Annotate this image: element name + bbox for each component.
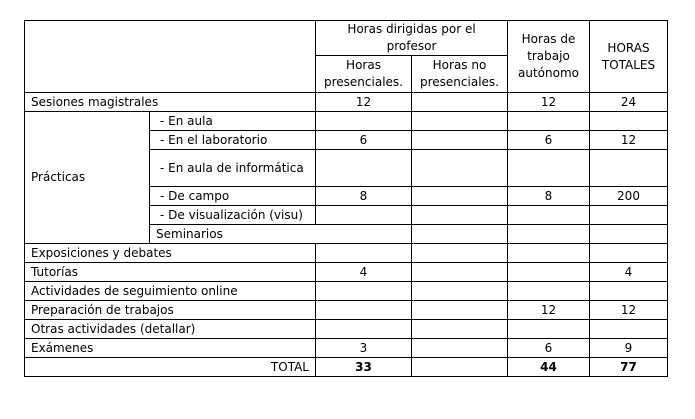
table-row [25,244,668,263]
cell-no-presenciales [412,263,508,282]
total-totales: 77 [590,358,668,377]
cell-no-presenciales [412,320,508,339]
row-label: Actividades de seguimiento online [25,282,316,301]
cell-totales: 12 [590,301,668,320]
cell-no-presenciales [412,301,508,320]
header-horas-totales: HORAS TOTALES [590,21,668,93]
cell-autonomo [590,225,668,244]
table-row [25,93,668,112]
cell-no-presenciales [412,206,508,225]
row-label: Preparación de trabajos [25,301,316,320]
cell-presenciales [316,206,412,225]
cell-no-presenciales [508,225,590,244]
total-autonomo: 44 [508,358,590,377]
sub-row-label: - De visualización (visu) [150,206,316,225]
cell-totales [590,244,668,263]
row-label: Tutorías [25,263,316,282]
table-row [25,339,668,358]
cell-autonomo [508,150,590,187]
cell-totales [590,320,668,339]
hours-table [24,20,668,377]
sub-row-label: - En aula [150,112,316,131]
cell-presenciales: 3 [316,339,412,358]
cell-presenciales [316,112,412,131]
table-row [25,282,668,301]
cell-totales [590,112,668,131]
total-label: TOTAL [25,358,316,377]
cell-no-presenciales [412,150,508,187]
cell-totales [590,206,668,225]
table-row [25,301,668,320]
cell-no-presenciales [412,112,508,131]
cell-presenciales [412,225,508,244]
table-row [25,263,668,282]
cell-no-presenciales [412,187,508,206]
total-presenciales: 33 [316,358,412,377]
cell-totales: 24 [590,93,668,112]
cell-no-presenciales [412,131,508,150]
cell-autonomo [508,263,590,282]
header-empty-cell [25,21,316,93]
sub-row-label: - De campo [150,187,316,206]
sub-row-label: - En aula de informática [150,150,316,187]
cell-no-presenciales [412,339,508,358]
cell-totales [590,282,668,301]
cell-no-presenciales [412,282,508,301]
cell-autonomo: 6 [508,131,590,150]
cell-presenciales [316,150,412,187]
row-label: Sesiones magistrales [25,93,316,112]
cell-totales: 12 [590,131,668,150]
header-horas-dirigidas: Horas dirigidas por el profesor [316,21,508,56]
row-label: Exposiciones y debates [25,244,316,263]
cell-autonomo: 12 [508,93,590,112]
row-label: Otras actividades (detallar) [25,320,316,339]
cell-totales: 200 [590,187,668,206]
cell-presenciales: 8 [316,187,412,206]
cell-presenciales [316,301,412,320]
total-row [25,358,668,377]
cell-presenciales: 4 [316,263,412,282]
cell-presenciales [316,320,412,339]
total-no-presenciales [412,358,508,377]
cell-totales: 9 [590,339,668,358]
cell-totales: 4 [590,263,668,282]
row-label: Exámenes [25,339,316,358]
cell-autonomo: 12 [508,301,590,320]
table-row [25,112,668,131]
cell-autonomo: 6 [508,339,590,358]
table-row [25,320,668,339]
cell-no-presenciales [412,244,508,263]
cell-autonomo [508,282,590,301]
cell-presenciales [316,282,412,301]
header-horas-autonomo: Horas de trabajo autónomo [508,21,590,93]
header-horas-presenciales: Horas presenciales. [316,56,412,93]
cell-autonomo: 8 [508,187,590,206]
header-row-1 [25,21,668,56]
cell-autonomo [508,320,590,339]
cell-autonomo [508,206,590,225]
cell-presenciales: 6 [316,131,412,150]
cell-no-presenciales [412,93,508,112]
sub-row-label: - En el laboratorio [150,131,316,150]
cell-presenciales [316,244,412,263]
cell-autonomo [508,244,590,263]
cell-autonomo [508,112,590,131]
row-label: Seminarios [150,225,412,244]
cell-totales [590,150,668,187]
row-label-practicas: Prácticas [25,112,150,244]
header-horas-no-presenciales: Horas no presenciales. [412,56,508,93]
cell-presenciales: 12 [316,93,412,112]
